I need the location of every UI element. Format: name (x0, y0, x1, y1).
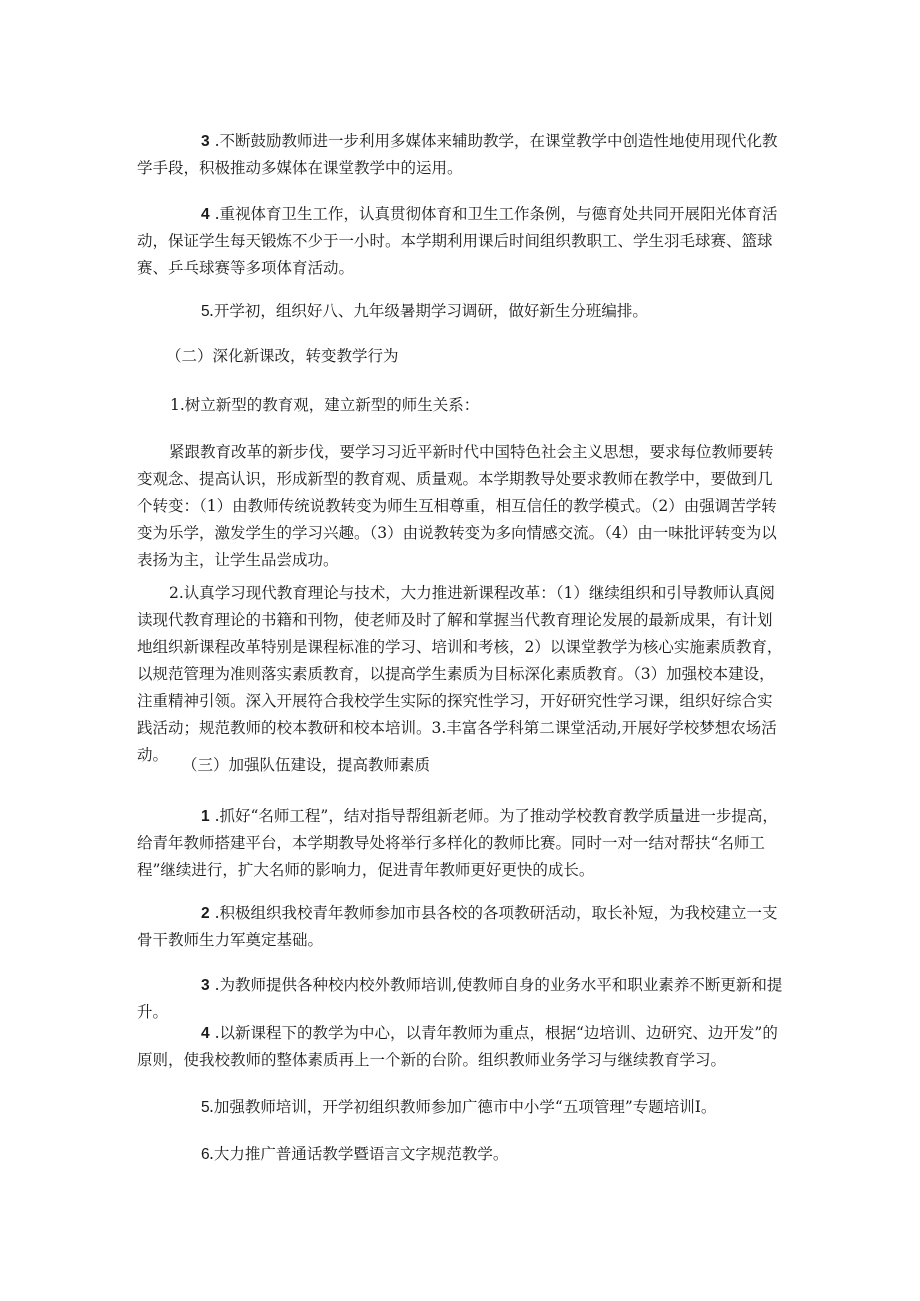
item-number: 2 (201, 905, 210, 922)
paragraph-3-training (137, 972, 787, 1026)
paragraph-2-research-activities (137, 900, 787, 954)
item-number: 3 (201, 977, 210, 994)
item-number: 3 (201, 133, 210, 150)
paragraph-text: .以新课程下的教学为中心，以青年教师为重点，根据“边培训、边研究、边开发”的原则，使我校教师的整体素质再上一个新的台阶。组织教师业务学习与继续教育学习。 (137, 1024, 778, 1069)
item-number: 4 (201, 1025, 210, 1042)
paragraph-text: .重视体育卫生工作，认真贯彻体育和卫生工作条例，与德育处共同开展阳光体育活动，保证学生每天锻炼不少于一小时。本学期利用课后时间组织教职工、学生羽毛球赛、篮球赛、乒乓球赛等多项体育活动。 (137, 205, 778, 277)
paragraph-4-new-curriculum (137, 1020, 787, 1074)
item-number: 1 (201, 808, 210, 825)
paragraph-text: .为教师提供各种校内校外教师培训,使教师自身的业务水平和职业素养不断更新和提升。 (137, 976, 783, 1021)
item-number: 4 (201, 206, 210, 223)
section-heading-3: （三）加强队伍建设，提高教师素质 (182, 756, 431, 774)
paragraph-text: .加强教师培训，开学初组织教师参加广德市中小学“五项管理”专题培训I。 (209, 1098, 717, 1116)
paragraph-text: .积极组织我校青年教师参加市县各校的各项教研活动，取长补短，为我校建立一支骨干教师生力军奠定基础。 (137, 904, 778, 949)
paragraph-text: .大力推广普通话教学暨语言文字规范教学。 (209, 1145, 509, 1163)
section-heading-2: （二）深化新课改，转变教学行为 (166, 347, 399, 365)
paragraph-4-sports (137, 201, 787, 282)
paragraph-text: .开学初，组织好八、九年级暑期学习调研，做好新生分班编排。 (209, 302, 648, 320)
paragraph-1-famous-teacher (137, 803, 787, 884)
paragraph-3-multimedia (137, 128, 787, 182)
paragraph-5-enrollment (137, 298, 787, 325)
paragraph-curriculum-reform: 2.认真学习现代教育理论与技术，大力推进新课程改革：（1）继续组织和引导教师认真阅读现代教育理论的书籍和刊物，使老师及时了解和掌握当代教育理论发展的最新成果，有计划地组织新课程改革特别是课程标准的学习、培训和考核，2）以课堂教学为核心实施素质教育，以规范管理为准则落实素质教育，以提高学生素质为目标深化素质教育。（3）加强校本建设，注重精神引领。深入开展符合我校学生实际的探究性学习，开好研究性学习课，组织好综合实践活动；规范教师的校本教研和校本培训。3.丰富各学科第二课堂活动,开展好学校梦想农场活动。 (137, 584, 783, 764)
item-number: 6 (201, 1146, 210, 1163)
paragraph-5-teacher-training (137, 1094, 787, 1121)
item-number: 5 (201, 303, 210, 320)
item-number: 5 (201, 1099, 210, 1116)
paragraph-text: .不断鼓励教师进一步利用多媒体来辅助教学，在课堂教学中创造性地使用现代化教学手段，积极推动多媒体在课堂教学中的运用。 (137, 132, 778, 177)
paragraph-education-view: 紧跟教育改革的新步伐，要学习习近平新时代中国特色社会主义思想，要求每位教师要转变观念、提高认识，形成新型的教育观、质量观。本学期教导处要求教师在教学中，要做到几个转变：（1）由教师传统说教转变为师生互相尊重，相互信任的教学模式。（2）由强调苦学转变为乐学，激发学生的学习兴趣。（3）由说教转变为多向情感交流。（4）由一味批评转变为以表扬为主，让学生品尝成功。 (137, 443, 777, 569)
subheading-1: 1.树立新型的教育观，建立新型的师生关系： (170, 396, 480, 414)
paragraph-text: .抓好“名师工程”，结对指导帮组新老师。为了推动学校教育教学质量进一步提高，给青年教师搭建平台，本学期教导处将举行多样化的教师比赛。同时一对一结对帮扶“名师工程”继续进行，扩大名师的影响力，促进青年教师更好更快的成长。 (137, 807, 778, 879)
paragraph-6-mandarin (137, 1141, 787, 1168)
